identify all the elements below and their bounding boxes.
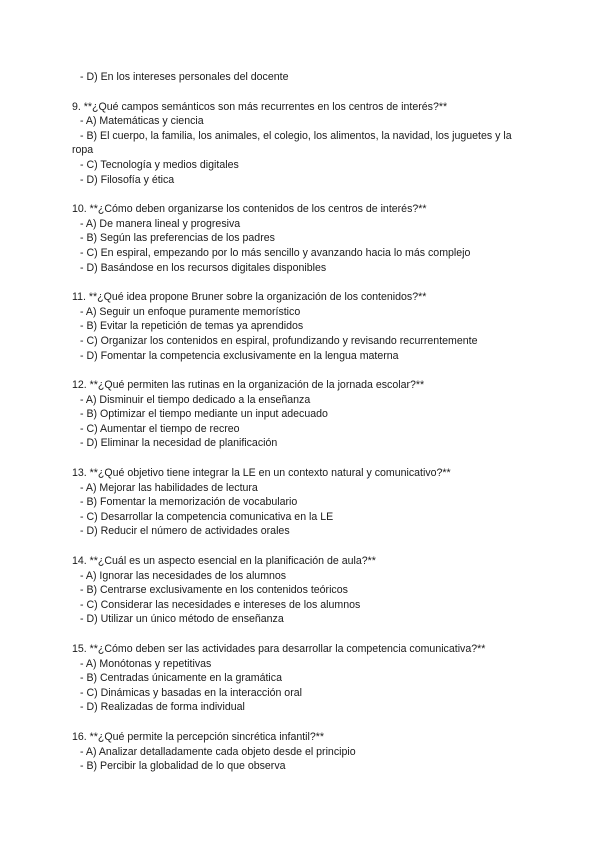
answer-option: - A) De manera lineal y progresiva [80,217,241,230]
answer-option: - A) Analizar detalladamente cada objeto desde el principio [80,745,356,758]
answer-option: - B) Centradas únicamente en la gramática [80,672,282,685]
answer-option: - B) Según las preferencias de los padres [80,232,275,245]
answer-option: - C) Desarrollar la competencia comunicativa en la LE [80,510,334,523]
answer-option: - A) Seguir un enfoque puramente memorístico [80,305,301,318]
answer-option: - A) Matemáticas y ciencia [80,115,204,128]
answer-option: - C) Dinámicas y basadas en la interacción oral [80,686,302,699]
question-title: 11. **¿Qué idea propone Bruner sobre la organización de los contenidos?** [72,291,427,304]
answer-option: - D) Reducir el número de actividades orales [80,525,290,538]
question-block [72,466,532,539]
answer-option: - D) Utilizar un único método de enseñanza [80,613,284,626]
answer-option: - A) Ignorar las necesidades de los alumnos [80,569,287,582]
answer-option: - C) Aumentar el tiempo de recreo [80,422,240,435]
answer-option: - B) El cuerpo, la familia, los animales, el colegio, los alimentos, la navidad, los juguetes y la ropa [72,129,512,157]
question-block [72,554,532,627]
answer-option: - A) Monótonas y repetitivas [80,657,212,670]
carryover-option: - D) En los intereses personales del docente [80,71,289,83]
answer-option: - D) Eliminar la necesidad de planificación [80,437,278,450]
question-title: 14. **¿Cuál es un aspecto esencial en la planificación de aula?** [72,555,376,568]
answer-option: - C) En espiral, empezando por lo más sencillo y avanzando hacia lo más complejo [80,246,471,259]
answer-option: - C) Organizar los contenidos en espiral, profundizando y revisando recurrentemente [80,334,478,347]
answer-option: - D) Fomentar la competencia exclusivamente en la lengua materna [80,349,399,362]
question-list [72,100,532,774]
answer-option: - B) Evitar la repetición de temas ya aprendidos [80,320,304,333]
question-title: 13. **¿Qué objetivo tiene integrar la LE en un contexto natural y comunicativo?** [72,467,451,480]
answer-option: - A) Mejorar las habilidades de lectura [80,481,258,494]
question-block [72,100,532,188]
answer-option: - D) Realizadas de forma individual [80,701,245,714]
quiz-content [72,70,532,774]
question-title: 12. **¿Qué permiten las rutinas en la organización de la jornada escolar?** [72,379,425,392]
question-title: 9. **¿Qué campos semánticos son más recurrentes en los centros de interés?** [72,100,448,113]
question-title: 15. **¿Cómo deben ser las actividades para desarrollar la competencia comunicativa?** [72,643,486,655]
question-block [72,290,532,363]
answer-option: - A) Disminuir el tiempo dedicado a la enseñanza [80,393,311,406]
answer-option: - B) Centrarse exclusivamente en los contenidos teóricos [80,584,348,597]
answer-option: - C) Tecnología y medios digitales [80,158,239,171]
answer-option: - D) Filosofía y ética [80,173,175,186]
question-title: 16. **¿Qué permite la percepción sincrética infantil?** [72,730,325,743]
question-block [72,642,532,715]
answer-option: - C) Considerar las necesidades e intereses de los alumnos [80,598,361,611]
question-title: 10. **¿Cómo deben organizarse los contenidos de los centros de interés?** [72,203,427,216]
answer-option: - B) Optimizar el tiempo mediante un input adecuado [80,408,328,421]
question-block [72,202,532,275]
answer-option: - B) Fomentar la memorización de vocabulario [80,496,298,509]
question-block [72,378,532,451]
question-block [72,730,532,774]
answer-option: - B) Percibir la globalidad de lo que observa [80,760,286,773]
answer-option: - D) Basándose en los recursos digitales disponibles [80,261,327,274]
